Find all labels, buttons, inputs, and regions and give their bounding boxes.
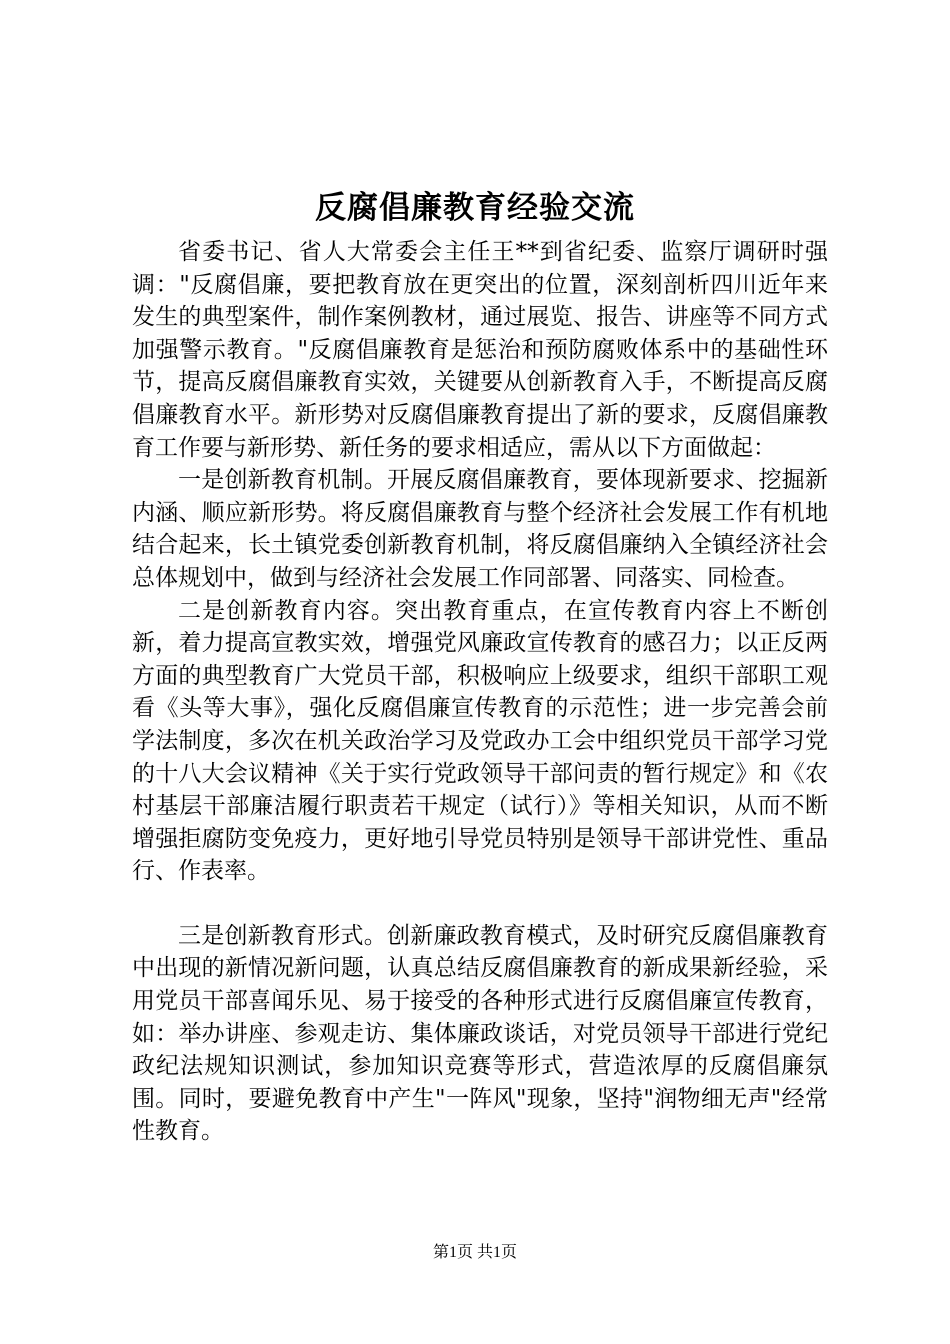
document-body	[132, 236, 828, 1148]
document-title: 反腐倡廉教育经验交流	[315, 190, 635, 226]
paragraph-content: 二是创新教育内容。突出教育重点，在宣传教育内容上不断创新，着力提高宣教实效，增强党风廉政宣传教育的感召力；以正反两方面的典型教育广大党员干部，积极响应上级要求，组织干部职工观看《头等大事》，强化反腐倡廉宣传教育的示范性；进一步完善会前学法制度，多次在机关政治学习及党政办工会中组织党员干部学习党的十八大会议精神《关于实行党政领导干部问责的暂行规定》和《农村基层干部廉洁履行职责若干规定（试行）》等相关知识，从而不断增强拒腐防变免疫力，更好地引导党员特别是领导干部讲党性、重品行、作表率。	[132, 597, 828, 885]
page-footer: 第1页 共1页	[432, 1244, 517, 1261]
paragraph-form: 三是创新教育形式。创新廉政教育模式，及时研究反腐倡廉教育中出现的新情况新问题，认真总结反腐倡廉教育的新成果新经验，采用党员干部喜闻乐见、易于接受的各种形式进行反腐倡廉宣传教育，如：举办讲座、参观走访、集体廉政谈话，对党员领导干部进行党纪政纪法规知识测试，参加知识竞赛等形式，营造浓厚的反腐倡廉氛围。同时，要避免教育中产生"一阵风"现象，坚持"润物细无声"经常性教育。	[132, 922, 828, 1145]
paragraph-intro: 省委书记、省人大常委会主任王**到省纪委、监察厅调研时强调："反腐倡廉，要把教育放在更突出的位置，深刻剖析四川近年来发生的典型案件，制作案例教材，通过展览、报告、讲座等不同方式加强警示教育。"反腐倡廉教育是惩治和预防腐败体系中的基础性环节，提高反腐倡廉教育实效，关键要从创新教育入手，不断提高反腐倡廉教育水平。新形势对反腐倡廉教育提出了新的要求，反腐倡廉教育工作要与新形势、新任务的要求相适应，需从以下方面做起：	[132, 239, 828, 461]
paragraph-mechanism: 一是创新教育机制。开展反腐倡廉教育，要体现新要求、挖掘新内涵、顺应新形势。将反腐倡廉教育与整个经济社会发展工作有机地结合起来，长土镇党委创新教育机制，将反腐倡廉纳入全镇经济社会总体规划中，做到与经济社会发展工作同部署、同落实、同检查。	[132, 467, 828, 591]
